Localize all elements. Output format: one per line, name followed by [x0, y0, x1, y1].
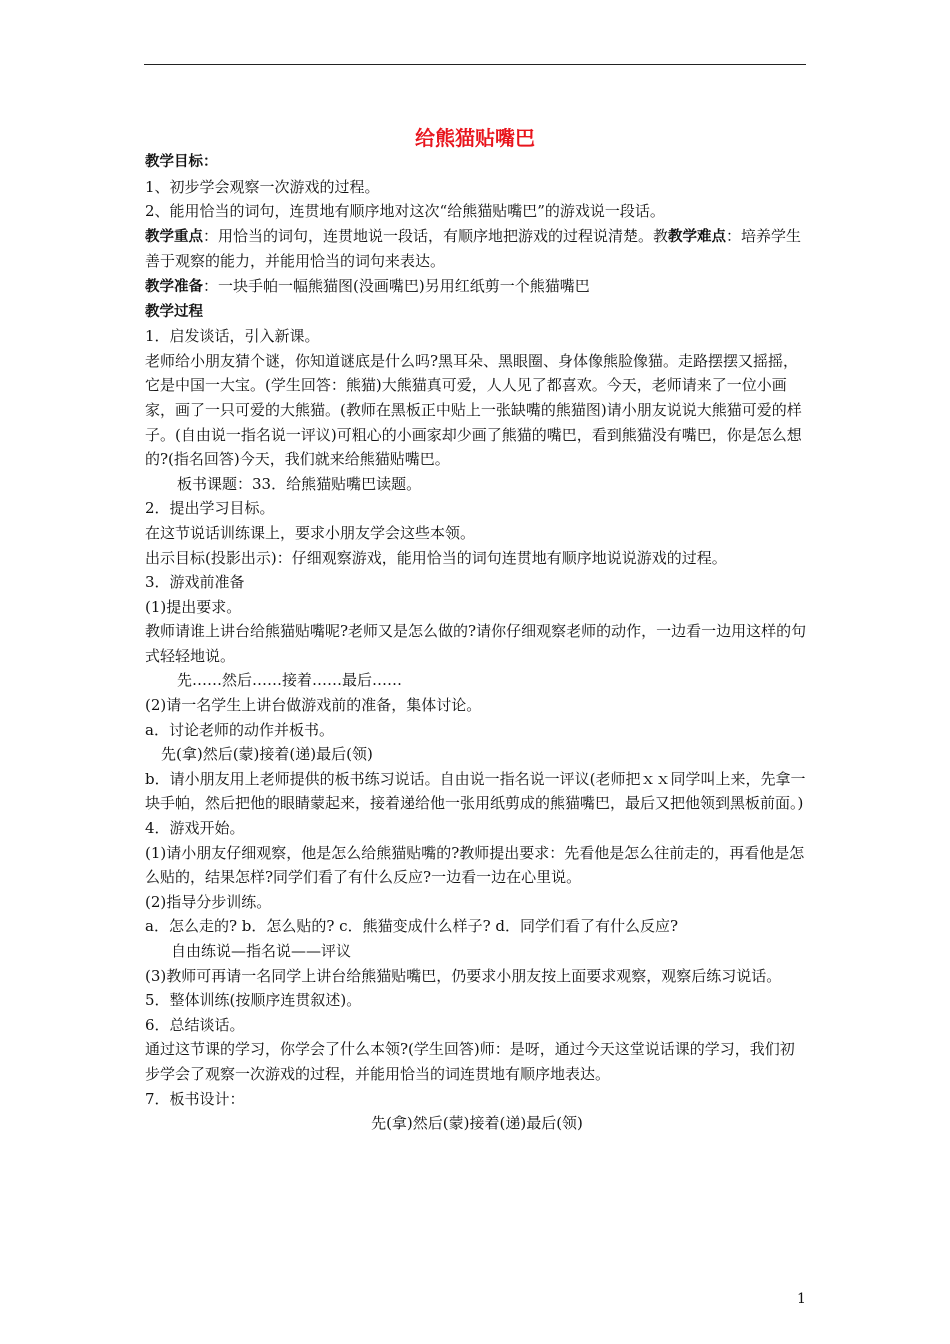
step-paragraph: 通过这节课的学习，你学会了什么本领?(学生回答)师：是呀，通过今天这堂说话课的学习，我们初步学会了观察一次游戏的过程，并能用恰当的词连贯地有顺序地表达。: [145, 1040, 795, 1083]
difficulty-label: 教学难点: [668, 228, 727, 245]
sentence-pattern: 先……然后……接着……最后……: [177, 671, 403, 690]
objective-item: 1、初步学会观察一次游戏的过程。: [145, 177, 380, 196]
board-title: 板书课题：33．给熊猫贴嘴巴读题。: [177, 474, 422, 493]
step-heading: 7．板书设计：: [145, 1089, 245, 1108]
key-points-text: ：用恰当的词句，连贯地说一段话，有顺序地把游戏的过程说清楚。教: [203, 226, 669, 245]
sub-step: (2)请一名学生上讲台做游戏前的准备，集体讨论。: [145, 696, 482, 715]
step-paragraph: 出示目标(投影出示)：仔细观察游戏，能用恰当的词句连贯地有顺序地说说游戏的过程。: [145, 548, 727, 567]
step-heading: 5．整体训练(按顺序连贯叙述)。: [145, 991, 362, 1010]
key-points-label: 教学重点: [145, 228, 203, 245]
process-heading: 教学过程: [145, 303, 203, 320]
step-heading: 2．提出学习目标。: [145, 499, 275, 518]
question-list: a．怎么走的? b．怎么贴的? c．熊猫变成什么样子? d．同学们看了有什么反应?: [145, 917, 679, 936]
sub-step: (2)指导分步训练。: [145, 892, 272, 911]
objectives-heading: 教学目标：: [145, 154, 218, 170]
objective-item: 2、能用恰当的词句，连贯地有顺序地对这次“给熊猫贴嘴巴”的游戏说一段话。: [145, 202, 665, 221]
preparation-text: ：一块手帕一幅熊猫图(没画嘴巴)另用红纸剪一个熊猫嘴巴: [203, 276, 590, 295]
sub-step: (3)教师可再请一名同学上讲台给熊猫贴嘴巴，仍要求小朋友按上面要求观察，观察后练习说话。: [145, 966, 782, 985]
difficulty-text: ：培养学生善于观察的能力，并能用恰当的词句来表达。: [145, 226, 802, 271]
step-paragraph: 在这节说话训练课上，要求小朋友学会这些本领。: [145, 523, 476, 542]
key-points-paragraph: [145, 224, 809, 274]
step-heading: 3．游戏前准备: [145, 573, 245, 592]
document-body: [145, 150, 809, 1136]
preparation-paragraph: [145, 274, 809, 300]
step-heading: 4．游戏开始。: [145, 819, 245, 838]
practice-flow: 自由练说—指名说——评议: [171, 942, 352, 960]
board-design: 先(拿)然后(蒙)接着(递)最后(领): [371, 1114, 583, 1133]
page-number: 1: [797, 1291, 806, 1307]
document-title: 给熊猫贴嘴巴: [415, 126, 535, 150]
board-writing: 先(拿)然后(蒙)接着(递)最后(领): [161, 745, 373, 764]
preparation-label: 教学准备: [145, 278, 203, 295]
step-paragraph: 老师给小朋友猜个谜，你知道谜底是什么吗?黑耳朵、黑眼圈、身体像熊脸像猫。走路摆摆又摇摇，它是中国一大宝。(学生回答：熊猫)大熊猫真可爱，人人见了都喜欢。今天，老师请来了一位小画家，画了一只可爱的大熊猫。(教师在黑板正中贴上一张缺嘴的熊猫图)请小朋友说说大熊猫可爱的样子。(自由说一指名说一评议)可粗心的小画家却少画了熊猫的嘴巴，看到熊猫没有嘴巴，你是怎么想的?(指名回答)今天，我们就来给熊猫贴嘴巴。: [145, 351, 802, 469]
header-rule: [144, 64, 806, 65]
step-heading: 6．总结谈话。: [145, 1015, 245, 1034]
sub-item: b．请小朋友用上老师提供的板书练习说话。自由说一指名说一评议(老师把ｘｘ同学叫上来，先拿一块手帕，然后把他的眼睛蒙起来，接着递给他一张用纸剪成的熊猫嘴巴，最后又把他领到黑板前面。): [145, 769, 806, 813]
sub-step: (1)提出要求。: [145, 597, 242, 616]
sub-step: (1)请小朋友仔细观察，他是怎么给熊猫贴嘴的?教师提出要求：先看他是怎么往前走的，再看他是怎么贴的，结果怎样?同学们看了有什么反应?一边看一边在心里说。: [145, 843, 805, 887]
step-paragraph: 教师请谁上讲台给熊猫贴嘴呢?老师又是怎么做的?请你仔细观察老师的动作，一边看一边用这样的句式轻轻地说。: [145, 622, 807, 665]
sub-item: a．讨论老师的动作并板书。: [145, 720, 334, 739]
step-heading: 1．启发谈话，引入新课。: [145, 327, 320, 346]
